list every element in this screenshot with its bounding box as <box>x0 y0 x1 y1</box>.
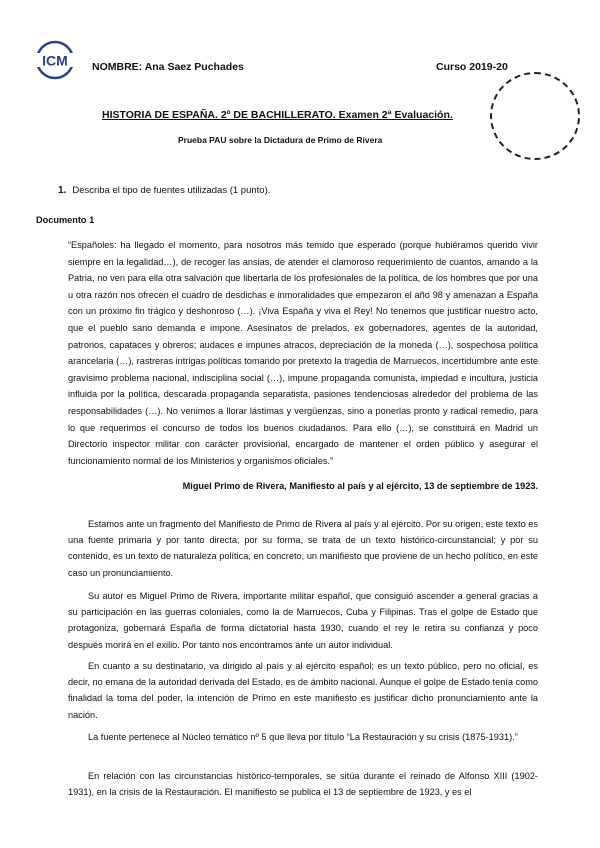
question-number: 1. <box>58 185 67 196</box>
document-signature: Miguel Primo de Rivera, Manifiesto al país y al ejército, 13 de septiembre de 1923. <box>182 481 538 491</box>
answer-paragraph: Estamos ante un fragmento del Manifiesto de Primo de Rivera al país y al ejército. Por su origen, este texto es una fuente primaria y por tanto directa; por su forma, se trata de un texto histórico-circunstancial; y por su contenido, es un texto de naturaleza política, en concreto, un manifiesto que proviene de un hecho político, en este caso un pronunciamiento. <box>68 519 538 578</box>
question-1 <box>58 185 270 196</box>
answer-paragraph: Su autor es Miguel Primo de Rivera, importante militar español, que consiguió ascender a general gracias a su participación en las guerras coloniales, como la de Marruecos, Cuba y Filipinas. Tras el golpe de Estado que protagoniza, gobernará España de forma dictatorial hasta 1930, cuando el rey le retira su confianza y poco después morirá en el exilio. Por tanto nos encontramos ante un autor individual. <box>68 591 538 650</box>
answer-paragraph: En relación con las circunstancias histórico-temporales, se sitúa durante el reinado de Alfonso XIII (1902-1931), en la crisis de la Restauración. El manifiesto se publica el 13 de septiembre de 1923, y es el <box>68 771 538 798</box>
exam-title: HISTORIA DE ESPAÑA. 2º DE BACHILLERATO. Examen 2ª Evaluación. <box>102 109 453 121</box>
exam-subtitle: Prueba PAU sobre la Dictadura de Primo de Rivera <box>178 135 383 145</box>
question-text: Describa el tipo de fuentes utilizadas (1 punto). <box>72 185 271 196</box>
document-quote: “Españoles: ha llegado el momento, para nosotros más temido que esperado (porque hubiéramos querido vivir siempre en la legalidad…), de recoger las ansias, de atender el clamoroso requerimiento de cuantos, amando a la Patria, no ven para ella otra salvación que libertarla de los profesionales de la política, de los hombres que por una u otra razón nos ofrecen el cuadro de desdichas e inmoralidades que empezaron el año 98 y amenazan a España con un próximo fin trágico y deshonroso (…). ¡Viva España y viva el Rey! No tenemos que justificar nuestro acto, que el pueblo sano demanda e impone. Asesinatos de prelados, ex gobernadores, agentes de la autoridad, patronos, capataces y obreros; audaces e impunes atracos, depreciación de la moneda (…), sospechosa política arancelaria (…), rastreras intrigas políticas tomando por pretexto la tragedia de Marruecos, incertidumbre ante este gravísimo problema nacional, indisciplina social (…), impune propaganda comunista, impiedad e incultura, justicia influida por la política, descarada propaganda separatista, pasiones tendenciosas alrededor del problema de las responsabilidades (…). No venimos a llorar lástimas y vergüenzas, sino a ponerlas pronto y radical remedio, para lo que requerimos el concurso de todos los buenos ciudadanos. Para ello (…), se constituirá en Madrid un Directorio inspector militar con carácter provisional, encargado de mantener el orden público y asegurar el funcionamiento normal de los Ministerios y organismos oficiales.” <box>68 240 538 466</box>
student-name: NOMBRE: Ana Saez Puchades <box>92 61 244 73</box>
icm-logo <box>32 40 78 80</box>
grade-circle <box>490 72 580 160</box>
document-label: Documento 1 <box>36 215 95 225</box>
answer-paragraph: La fuente pertenece al Núcleo temático nº 5 que lleva por título “La Restauración y su crisis (1875-1931).” <box>88 732 518 742</box>
answer-paragraph: En cuanto a su destinatario, va dirigido al país y al ejército español; es un texto público, pero no oficial, es decir, no emana de la autoridad derivada del Estado, es de ámbito nacional. Aunque el golpe de Estado tenía como finalidad la toma del poder, la intención de Primo en este manifiesto es justificar dicho pronunciamiento ante la nación. <box>68 661 538 720</box>
logo-text: ICM <box>42 52 68 69</box>
course-year: Curso 2019-20 <box>436 61 508 73</box>
